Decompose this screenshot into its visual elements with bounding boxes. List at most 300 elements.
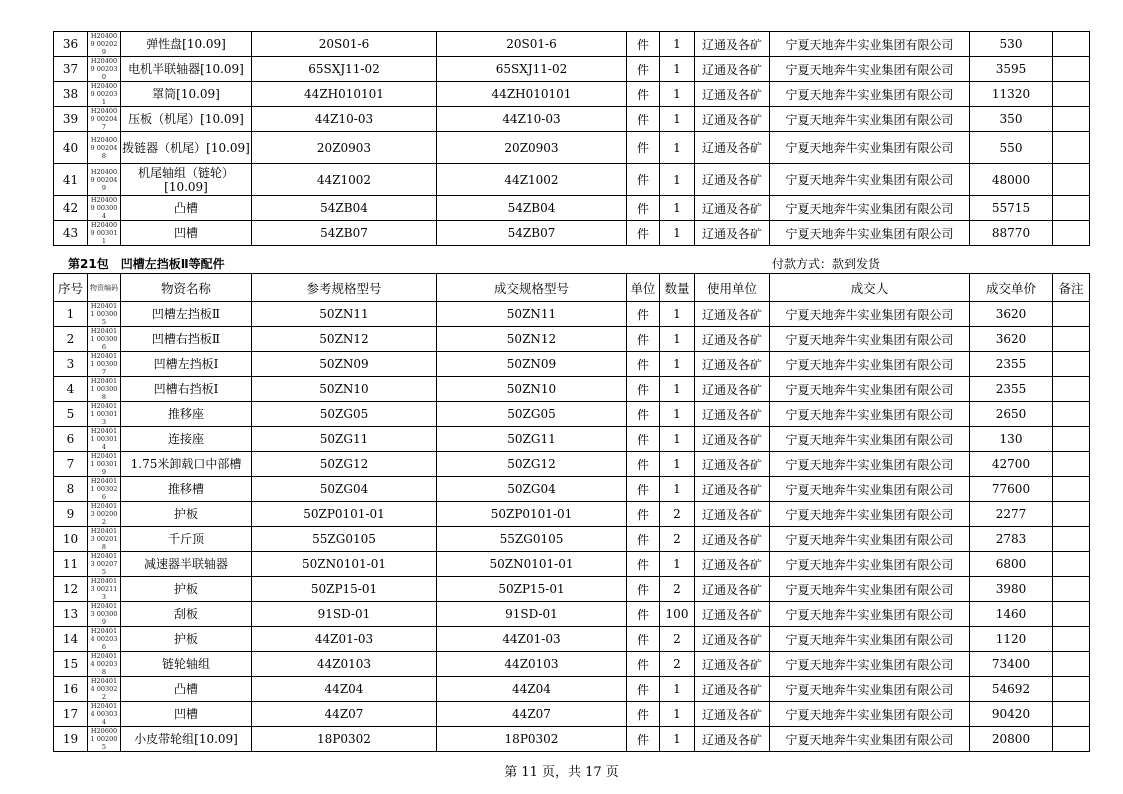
row-note bbox=[1053, 221, 1090, 246]
row-ref-spec: 20S01-6 bbox=[252, 32, 437, 57]
row-vendor: 宁夏天地奔牛实业集团有限公司 bbox=[770, 107, 970, 132]
row-name: 凹槽右挡板Ⅰ bbox=[121, 377, 252, 402]
row-no: 7 bbox=[54, 452, 88, 477]
row-code: H204011 003019 bbox=[88, 452, 121, 477]
table-row bbox=[54, 107, 1090, 132]
row-note bbox=[1053, 702, 1090, 727]
row-code: H204011 003008 bbox=[88, 377, 121, 402]
row-ref-spec: 50ZN09 bbox=[252, 352, 437, 377]
row-user: 辽通及各矿 bbox=[695, 652, 770, 677]
row-no: 11 bbox=[54, 552, 88, 577]
row-name: 罩筒[10.09] bbox=[121, 82, 252, 107]
row-user: 辽通及各矿 bbox=[695, 57, 770, 82]
row-vendor: 宁夏天地奔牛实业集团有限公司 bbox=[770, 452, 970, 477]
row-note bbox=[1053, 57, 1090, 82]
row-vendor: 宁夏天地奔牛实业集团有限公司 bbox=[770, 82, 970, 107]
row-note bbox=[1053, 652, 1090, 677]
row-price: 130 bbox=[970, 427, 1053, 452]
row-ref-spec: 50ZN11 bbox=[252, 302, 437, 327]
row-unit: 件 bbox=[627, 577, 660, 602]
row-user: 辽通及各矿 bbox=[695, 702, 770, 727]
row-deal-spec: 50ZG11 bbox=[437, 427, 627, 452]
row-ref-spec: 54ZB04 bbox=[252, 196, 437, 221]
row-unit: 件 bbox=[627, 652, 660, 677]
row-vendor: 宁夏天地奔牛实业集团有限公司 bbox=[770, 577, 970, 602]
header-price: 成交单价 bbox=[970, 274, 1053, 302]
row-unit: 件 bbox=[627, 221, 660, 246]
table-row bbox=[54, 502, 1090, 527]
row-deal-spec: 54ZB07 bbox=[437, 221, 627, 246]
row-unit: 件 bbox=[627, 552, 660, 577]
row-unit: 件 bbox=[627, 82, 660, 107]
row-deal-spec: 44ZH010101 bbox=[437, 82, 627, 107]
row-deal-spec: 50ZP0101-01 bbox=[437, 502, 627, 527]
row-name: 链轮轴组 bbox=[121, 652, 252, 677]
row-code: H204009 002049 bbox=[88, 164, 121, 196]
row-price: 54692 bbox=[970, 677, 1053, 702]
row-unit: 件 bbox=[627, 727, 660, 752]
row-name: 护板 bbox=[121, 627, 252, 652]
table-row bbox=[54, 602, 1090, 627]
row-name: 千斤顶 bbox=[121, 527, 252, 552]
row-qty: 2 bbox=[660, 627, 695, 652]
row-code: H204013 002075 bbox=[88, 552, 121, 577]
row-deal-spec: 50ZN0101-01 bbox=[437, 552, 627, 577]
row-user: 辽通及各矿 bbox=[695, 577, 770, 602]
row-unit: 件 bbox=[627, 352, 660, 377]
row-price: 90420 bbox=[970, 702, 1053, 727]
header-unit: 单位 bbox=[627, 274, 660, 302]
row-ref-spec: 50ZG11 bbox=[252, 427, 437, 452]
row-user: 辽通及各矿 bbox=[695, 377, 770, 402]
row-qty: 1 bbox=[660, 107, 695, 132]
row-unit: 件 bbox=[627, 527, 660, 552]
row-note bbox=[1053, 327, 1090, 352]
row-no: 4 bbox=[54, 377, 88, 402]
row-no: 17 bbox=[54, 702, 88, 727]
row-qty: 1 bbox=[660, 552, 695, 577]
row-name: 小皮带轮组[10.09] bbox=[121, 727, 252, 752]
row-ref-spec: 50ZN12 bbox=[252, 327, 437, 352]
row-qty: 1 bbox=[660, 352, 695, 377]
row-user: 辽通及各矿 bbox=[695, 602, 770, 627]
row-ref-spec: 44Z07 bbox=[252, 702, 437, 727]
row-unit: 件 bbox=[627, 627, 660, 652]
row-code: H204009 002048 bbox=[88, 132, 121, 164]
row-user: 辽通及各矿 bbox=[695, 132, 770, 164]
header-no: 序号 bbox=[54, 274, 88, 302]
row-user: 辽通及各矿 bbox=[695, 107, 770, 132]
table-row bbox=[54, 377, 1090, 402]
table-row bbox=[54, 452, 1090, 477]
row-vendor: 宁夏天地奔牛实业集团有限公司 bbox=[770, 477, 970, 502]
row-code: H204013 002002 bbox=[88, 502, 121, 527]
row-vendor: 宁夏天地奔牛实业集团有限公司 bbox=[770, 132, 970, 164]
row-qty: 1 bbox=[660, 32, 695, 57]
row-user: 辽通及各矿 bbox=[695, 677, 770, 702]
row-qty: 1 bbox=[660, 164, 695, 196]
row-user: 辽通及各矿 bbox=[695, 527, 770, 552]
row-name: 压板（机尾）[10.09] bbox=[121, 107, 252, 132]
table-row bbox=[54, 702, 1090, 727]
row-code: H204011 003026 bbox=[88, 477, 121, 502]
row-name: 连接座 bbox=[121, 427, 252, 452]
row-vendor: 宁夏天地奔牛实业集团有限公司 bbox=[770, 221, 970, 246]
row-price: 6800 bbox=[970, 552, 1053, 577]
row-no: 1 bbox=[54, 302, 88, 327]
row-name: 刮板 bbox=[121, 602, 252, 627]
table-row bbox=[54, 527, 1090, 552]
row-code: H204014 002036 bbox=[88, 627, 121, 652]
row-code: H204011 003014 bbox=[88, 427, 121, 452]
row-no: 36 bbox=[54, 32, 88, 57]
row-unit: 件 bbox=[627, 452, 660, 477]
header-ref-spec: 参考规格型号 bbox=[252, 274, 437, 302]
row-vendor: 宁夏天地奔牛实业集团有限公司 bbox=[770, 602, 970, 627]
row-unit: 件 bbox=[627, 477, 660, 502]
row-price: 350 bbox=[970, 107, 1053, 132]
row-user: 辽通及各矿 bbox=[695, 32, 770, 57]
row-no: 37 bbox=[54, 57, 88, 82]
row-vendor: 宁夏天地奔牛实业集团有限公司 bbox=[770, 196, 970, 221]
header-qty: 数量 bbox=[660, 274, 695, 302]
row-deal-spec: 50ZN12 bbox=[437, 327, 627, 352]
row-unit: 件 bbox=[627, 427, 660, 452]
header-name: 物资名称 bbox=[121, 274, 252, 302]
row-code: H204014 003034 bbox=[88, 702, 121, 727]
row-unit: 件 bbox=[627, 302, 660, 327]
row-deal-spec: 18P0302 bbox=[437, 727, 627, 752]
items-table-1 bbox=[53, 31, 1090, 246]
row-vendor: 宁夏天地奔牛实业集团有限公司 bbox=[770, 677, 970, 702]
items-table-2-body bbox=[54, 302, 1090, 752]
table-row bbox=[54, 427, 1090, 452]
row-qty: 1 bbox=[660, 196, 695, 221]
table-row bbox=[54, 477, 1090, 502]
row-ref-spec: 55ZG0105 bbox=[252, 527, 437, 552]
row-name: 减速器半联轴器 bbox=[121, 552, 252, 577]
row-deal-spec: 54ZB04 bbox=[437, 196, 627, 221]
row-ref-spec: 50ZP0101-01 bbox=[252, 502, 437, 527]
package-title: 第21包 凹槽左挡板Ⅱ等配件 bbox=[68, 257, 225, 271]
row-qty: 1 bbox=[660, 327, 695, 352]
row-vendor: 宁夏天地奔牛实业集团有限公司 bbox=[770, 502, 970, 527]
header-user: 使用单位 bbox=[695, 274, 770, 302]
row-name: 机尾轴组（链轮）[10.09] bbox=[121, 164, 252, 196]
row-unit: 件 bbox=[627, 602, 660, 627]
row-name: 推移座 bbox=[121, 402, 252, 427]
row-vendor: 宁夏天地奔牛实业集团有限公司 bbox=[770, 427, 970, 452]
row-no: 13 bbox=[54, 602, 88, 627]
row-ref-spec: 50ZG05 bbox=[252, 402, 437, 427]
table-row bbox=[54, 727, 1090, 752]
row-deal-spec: 44Z07 bbox=[437, 702, 627, 727]
row-ref-spec: 44ZH010101 bbox=[252, 82, 437, 107]
row-vendor: 宁夏天地奔牛实业集团有限公司 bbox=[770, 702, 970, 727]
header-note: 备注 bbox=[1053, 274, 1090, 302]
row-no: 12 bbox=[54, 577, 88, 602]
row-unit: 件 bbox=[627, 402, 660, 427]
row-user: 辽通及各矿 bbox=[695, 352, 770, 377]
row-no: 5 bbox=[54, 402, 88, 427]
row-price: 550 bbox=[970, 132, 1053, 164]
row-no: 15 bbox=[54, 652, 88, 677]
row-note bbox=[1053, 107, 1090, 132]
row-user: 辽通及各矿 bbox=[695, 302, 770, 327]
row-code: H204009 003011 bbox=[88, 221, 121, 246]
payment-terms: 付款方式：款到发货 bbox=[772, 257, 881, 271]
row-name: 护板 bbox=[121, 577, 252, 602]
row-unit: 件 bbox=[627, 702, 660, 727]
row-vendor: 宁夏天地奔牛实业集团有限公司 bbox=[770, 164, 970, 196]
row-note bbox=[1053, 452, 1090, 477]
table-row bbox=[54, 552, 1090, 577]
row-price: 2355 bbox=[970, 377, 1053, 402]
row-user: 辽通及各矿 bbox=[695, 452, 770, 477]
row-name: 凹槽右挡板Ⅱ bbox=[121, 327, 252, 352]
row-price: 55715 bbox=[970, 196, 1053, 221]
row-unit: 件 bbox=[627, 132, 660, 164]
row-user: 辽通及各矿 bbox=[695, 627, 770, 652]
row-unit: 件 bbox=[627, 677, 660, 702]
row-vendor: 宁夏天地奔牛实业集团有限公司 bbox=[770, 32, 970, 57]
header-deal-spec: 成交规格型号 bbox=[437, 274, 627, 302]
row-user: 辽通及各矿 bbox=[695, 552, 770, 577]
row-no: 39 bbox=[54, 107, 88, 132]
row-vendor: 宁夏天地奔牛实业集团有限公司 bbox=[770, 552, 970, 577]
row-deal-spec: 44Z01-03 bbox=[437, 627, 627, 652]
row-qty: 1 bbox=[660, 677, 695, 702]
row-note bbox=[1053, 602, 1090, 627]
row-ref-spec: 18P0302 bbox=[252, 727, 437, 752]
row-code: H204009 002029 bbox=[88, 32, 121, 57]
row-ref-spec: 50ZN0101-01 bbox=[252, 552, 437, 577]
row-ref-spec: 50ZG12 bbox=[252, 452, 437, 477]
row-ref-spec: 20Z0903 bbox=[252, 132, 437, 164]
row-vendor: 宁夏天地奔牛实业集团有限公司 bbox=[770, 402, 970, 427]
table-row bbox=[54, 577, 1090, 602]
row-name: 1.75米卸载口中部槽 bbox=[121, 452, 252, 477]
row-ref-spec: 50ZP15-01 bbox=[252, 577, 437, 602]
row-unit: 件 bbox=[627, 57, 660, 82]
row-no: 16 bbox=[54, 677, 88, 702]
row-no: 3 bbox=[54, 352, 88, 377]
row-qty: 1 bbox=[660, 57, 695, 82]
row-ref-spec: 50ZG04 bbox=[252, 477, 437, 502]
row-deal-spec: 44Z1002 bbox=[437, 164, 627, 196]
row-price: 530 bbox=[970, 32, 1053, 57]
row-qty: 1 bbox=[660, 221, 695, 246]
row-price: 2277 bbox=[970, 502, 1053, 527]
row-unit: 件 bbox=[627, 377, 660, 402]
row-note bbox=[1053, 82, 1090, 107]
row-deal-spec: 50ZN09 bbox=[437, 352, 627, 377]
table-row bbox=[54, 82, 1090, 107]
row-no: 2 bbox=[54, 327, 88, 352]
row-qty: 1 bbox=[660, 132, 695, 164]
row-code: H204011 003013 bbox=[88, 402, 121, 427]
row-deal-spec: 50ZG04 bbox=[437, 477, 627, 502]
row-user: 辽通及各矿 bbox=[695, 327, 770, 352]
row-code: H204014 003022 bbox=[88, 677, 121, 702]
row-qty: 1 bbox=[660, 427, 695, 452]
row-ref-spec: 44Z01-03 bbox=[252, 627, 437, 652]
row-note bbox=[1053, 727, 1090, 752]
row-deal-spec: 20S01-6 bbox=[437, 32, 627, 57]
row-no: 42 bbox=[54, 196, 88, 221]
row-ref-spec: 44Z1002 bbox=[252, 164, 437, 196]
row-user: 辽通及各矿 bbox=[695, 727, 770, 752]
row-note bbox=[1053, 196, 1090, 221]
row-no: 43 bbox=[54, 221, 88, 246]
row-qty: 1 bbox=[660, 377, 695, 402]
row-name: 凹槽 bbox=[121, 221, 252, 246]
row-name: 护板 bbox=[121, 502, 252, 527]
row-unit: 件 bbox=[627, 502, 660, 527]
row-code: H204009 002031 bbox=[88, 82, 121, 107]
row-ref-spec: 44Z10-03 bbox=[252, 107, 437, 132]
row-vendor: 宁夏天地奔牛实业集团有限公司 bbox=[770, 652, 970, 677]
row-vendor: 宁夏天地奔牛实业集团有限公司 bbox=[770, 302, 970, 327]
row-ref-spec: 54ZB07 bbox=[252, 221, 437, 246]
row-deal-spec: 50ZN11 bbox=[437, 302, 627, 327]
table-row bbox=[54, 677, 1090, 702]
row-deal-spec: 55ZG0105 bbox=[437, 527, 627, 552]
header-code: 物资编码 bbox=[88, 274, 121, 302]
row-deal-spec: 50ZP15-01 bbox=[437, 577, 627, 602]
table-row bbox=[54, 327, 1090, 352]
row-ref-spec: 50ZN10 bbox=[252, 377, 437, 402]
row-no: 8 bbox=[54, 477, 88, 502]
row-note bbox=[1053, 427, 1090, 452]
table-row bbox=[54, 302, 1090, 327]
row-note bbox=[1053, 32, 1090, 57]
row-qty: 1 bbox=[660, 727, 695, 752]
row-deal-spec: 50ZN10 bbox=[437, 377, 627, 402]
row-name: 推移槽 bbox=[121, 477, 252, 502]
row-ref-spec: 65SXJ11-02 bbox=[252, 57, 437, 82]
table-row bbox=[54, 652, 1090, 677]
row-deal-spec: 20Z0903 bbox=[437, 132, 627, 164]
row-unit: 件 bbox=[627, 164, 660, 196]
row-code: H204011 003006 bbox=[88, 327, 121, 352]
row-deal-spec: 91SD-01 bbox=[437, 602, 627, 627]
row-qty: 2 bbox=[660, 502, 695, 527]
row-user: 辽通及各矿 bbox=[695, 221, 770, 246]
row-name: 拨链器（机尾）[10.09] bbox=[121, 132, 252, 164]
row-note bbox=[1053, 502, 1090, 527]
row-price: 88770 bbox=[970, 221, 1053, 246]
row-user: 辽通及各矿 bbox=[695, 82, 770, 107]
row-deal-spec: 44Z0103 bbox=[437, 652, 627, 677]
row-price: 3595 bbox=[970, 57, 1053, 82]
row-name: 电机半联轴器[10.09] bbox=[121, 57, 252, 82]
row-ref-spec: 91SD-01 bbox=[252, 602, 437, 627]
row-note bbox=[1053, 552, 1090, 577]
row-note bbox=[1053, 527, 1090, 552]
row-unit: 件 bbox=[627, 327, 660, 352]
table-row bbox=[54, 352, 1090, 377]
row-no: 14 bbox=[54, 627, 88, 652]
row-price: 2783 bbox=[970, 527, 1053, 552]
row-name: 凸槽 bbox=[121, 196, 252, 221]
row-no: 9 bbox=[54, 502, 88, 527]
row-price: 3620 bbox=[970, 302, 1053, 327]
row-price: 2650 bbox=[970, 402, 1053, 427]
row-note bbox=[1053, 302, 1090, 327]
row-user: 辽通及各矿 bbox=[695, 164, 770, 196]
row-user: 辽通及各矿 bbox=[695, 196, 770, 221]
row-no: 6 bbox=[54, 427, 88, 452]
row-no: 10 bbox=[54, 527, 88, 552]
table-row bbox=[54, 627, 1090, 652]
row-qty: 1 bbox=[660, 82, 695, 107]
row-price: 2355 bbox=[970, 352, 1053, 377]
row-vendor: 宁夏天地奔牛实业集团有限公司 bbox=[770, 627, 970, 652]
row-price: 73400 bbox=[970, 652, 1053, 677]
row-qty: 2 bbox=[660, 652, 695, 677]
page-footer: 第 11 页，共 17 页 bbox=[504, 765, 619, 780]
row-qty: 100 bbox=[660, 602, 695, 627]
row-code: H206001 002005 bbox=[88, 727, 121, 752]
header-vendor: 成交人 bbox=[770, 274, 970, 302]
row-deal-spec: 50ZG05 bbox=[437, 402, 627, 427]
row-unit: 件 bbox=[627, 32, 660, 57]
row-no: 41 bbox=[54, 164, 88, 196]
row-deal-spec: 65SXJ11-02 bbox=[437, 57, 627, 82]
row-unit: 件 bbox=[627, 107, 660, 132]
row-no: 19 bbox=[54, 727, 88, 752]
row-vendor: 宁夏天地奔牛实业集团有限公司 bbox=[770, 57, 970, 82]
table-row bbox=[54, 132, 1090, 164]
row-price: 77600 bbox=[970, 477, 1053, 502]
row-user: 辽通及各矿 bbox=[695, 477, 770, 502]
row-user: 辽通及各矿 bbox=[695, 427, 770, 452]
row-code: H204013 003009 bbox=[88, 602, 121, 627]
row-user: 辽通及各矿 bbox=[695, 502, 770, 527]
row-price: 11320 bbox=[970, 82, 1053, 107]
row-price: 1460 bbox=[970, 602, 1053, 627]
row-note bbox=[1053, 164, 1090, 196]
row-vendor: 宁夏天地奔牛实业集团有限公司 bbox=[770, 377, 970, 402]
items-table-2 bbox=[53, 273, 1090, 752]
row-code: H204011 003007 bbox=[88, 352, 121, 377]
row-code: H204013 002113 bbox=[88, 577, 121, 602]
row-vendor: 宁夏天地奔牛实业集团有限公司 bbox=[770, 727, 970, 752]
row-code: H204009 003004 bbox=[88, 196, 121, 221]
row-name: 弹性盘[10.09] bbox=[121, 32, 252, 57]
row-deal-spec: 44Z04 bbox=[437, 677, 627, 702]
table-row bbox=[54, 196, 1090, 221]
row-code: H204014 002038 bbox=[88, 652, 121, 677]
row-qty: 2 bbox=[660, 577, 695, 602]
row-no: 38 bbox=[54, 82, 88, 107]
row-name: 凹槽左挡板Ⅰ bbox=[121, 352, 252, 377]
table-row bbox=[54, 402, 1090, 427]
row-unit: 件 bbox=[627, 196, 660, 221]
row-qty: 1 bbox=[660, 452, 695, 477]
table-header-row bbox=[54, 274, 1090, 302]
row-qty: 1 bbox=[660, 302, 695, 327]
table-row bbox=[54, 221, 1090, 246]
row-note bbox=[1053, 402, 1090, 427]
row-qty: 2 bbox=[660, 527, 695, 552]
row-code: H204009 002030 bbox=[88, 57, 121, 82]
row-vendor: 宁夏天地奔牛实业集团有限公司 bbox=[770, 352, 970, 377]
row-note bbox=[1053, 377, 1090, 402]
row-note bbox=[1053, 677, 1090, 702]
row-user: 辽通及各矿 bbox=[695, 402, 770, 427]
